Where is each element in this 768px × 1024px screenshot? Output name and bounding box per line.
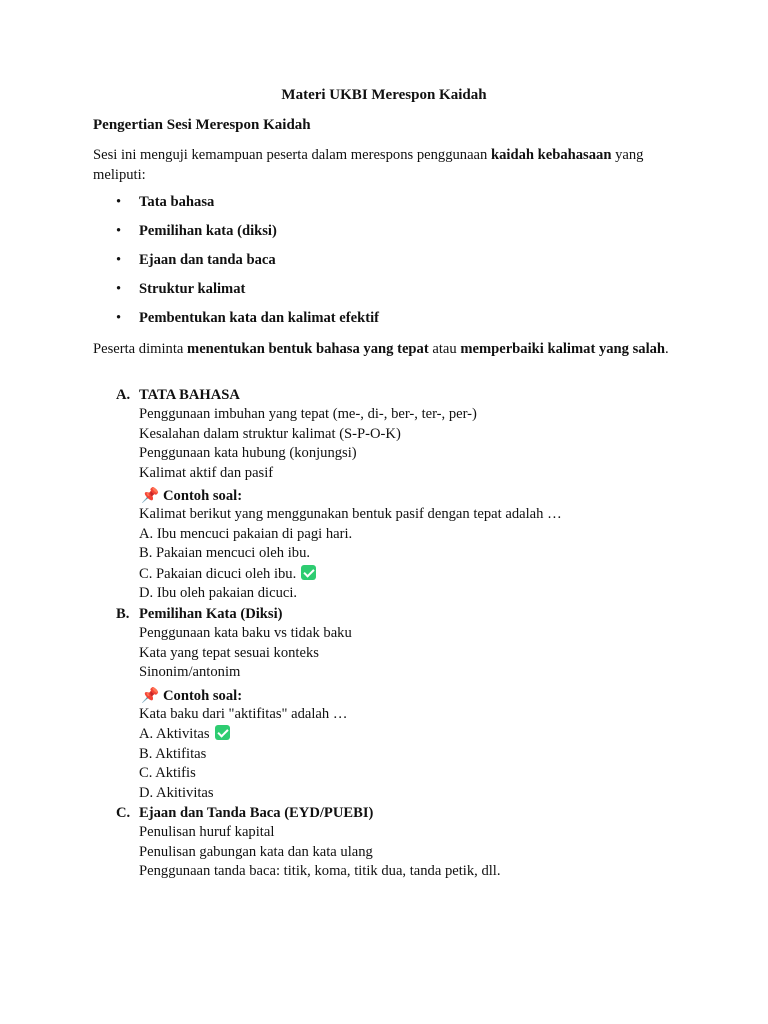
answer-option-text: A. Aktivitas <box>139 726 210 743</box>
bullet-text: Pemilihan kata (diksi) <box>139 223 277 239</box>
answer-option <box>139 526 352 543</box>
answer-option <box>139 765 196 782</box>
answer-option <box>139 785 214 802</box>
instruction-text-mid: atau <box>428 341 461 357</box>
document-title: Materi UKBI Merespon Kaidah <box>281 87 487 103</box>
intro-text: Sesi ini menguji kemampuan peserta dalam merespons penggunaan <box>93 147 491 163</box>
contoh-label <box>141 686 242 705</box>
instruction-text-end: . <box>665 341 669 357</box>
answer-option-text: B. Pakaian mencuci oleh ibu. <box>139 545 311 562</box>
answer-option-text: B. Aktifitas <box>139 745 207 762</box>
bullet-dot: • <box>116 194 122 210</box>
answer-option <box>139 565 316 583</box>
pushpin-icon: 📌 <box>141 687 160 704</box>
section-line: Penggunaan imbuhan yang tepat (me-, di-, ber-, ter-, per-) <box>139 406 477 423</box>
section-line: Penulisan huruf kapital <box>139 824 275 841</box>
section-line: Penggunaan kata baku vs tidak baku <box>139 625 352 642</box>
check-mark-icon <box>301 565 316 580</box>
bullet-dot: • <box>116 281 122 297</box>
question-text: Kata baku dari "aktifitas" adalah … <box>139 706 348 722</box>
bullet-text: Tata bahasa <box>139 194 215 210</box>
instruction-paragraph <box>93 339 673 359</box>
section-line: Penggunaan tanda baca: titik, koma, titik dua, tanda petik, dll. <box>139 863 501 880</box>
section-line: Kalimat aktif dan pasif <box>139 464 274 481</box>
answer-option-text: A. Ibu mencuci pakaian di pagi hari. <box>139 525 353 542</box>
answer-option <box>139 725 230 743</box>
bullet-dot: • <box>116 252 122 268</box>
contoh-label <box>141 486 242 505</box>
check-mark-icon <box>215 725 230 740</box>
contoh-label-text: Contoh soal: <box>163 687 243 704</box>
section-line: Penggunaan kata hubung (konjungsi) <box>139 445 357 462</box>
answer-option-text: D. Akitivitas <box>139 784 214 801</box>
instruction-bold-2: memperbaiki kalimat yang salah <box>460 341 666 357</box>
section-line: Penulisan gabungan kata dan kata ulang <box>139 843 373 860</box>
pushpin-icon: 📌 <box>141 488 160 504</box>
contoh-label-text: Contoh soal: <box>163 488 243 504</box>
bullet-dot: • <box>116 223 122 239</box>
bullet-dot: • <box>116 310 122 326</box>
intro-paragraph <box>93 145 673 185</box>
section-letter: A. <box>116 387 131 403</box>
answer-option-text: D. Ibu oleh pakaian dicuci. <box>139 585 298 601</box>
instruction-text: Peserta diminta <box>93 341 188 357</box>
section-line: Sinonim/antonim <box>139 664 241 681</box>
answer-option-text: C. Pakaian dicuci oleh ibu. <box>139 565 297 582</box>
section-letter: B. <box>116 606 130 622</box>
section-title: Ejaan dan Tanda Baca (EYD/PUEBI) <box>139 805 374 821</box>
instruction-bold-1: menentukan bentuk bahasa yang tepat <box>187 341 429 357</box>
intro-text-end: yang meliputi: <box>93 147 644 183</box>
section-title: Pemilihan Kata (Diksi) <box>139 606 283 622</box>
bullet-text: Struktur kalimat <box>139 281 246 297</box>
answer-option <box>139 746 206 763</box>
question-text: Kalimat berikut yang menggunakan bentuk pasif dengan tepat adalah … <box>139 506 562 523</box>
intro-bold-text: kaidah kebahasaan <box>490 147 612 163</box>
answer-option-text: C. Aktifis <box>139 765 196 782</box>
section-title: TATA BAHASA <box>139 387 240 403</box>
bullet-text: Ejaan dan tanda baca <box>139 252 276 268</box>
section-line: Kesalahan dalam struktur kalimat (S-P-O-K) <box>139 425 401 442</box>
answer-option <box>139 585 297 602</box>
answer-option <box>139 545 310 562</box>
section-heading: Pengertian Sesi Merespon Kaidah <box>93 117 311 133</box>
section-line: Kata yang tepat sesuai konteks <box>139 644 319 661</box>
section-letter: C. <box>116 805 131 821</box>
bullet-text: Pembentukan kata dan kalimat efektif <box>139 310 379 326</box>
